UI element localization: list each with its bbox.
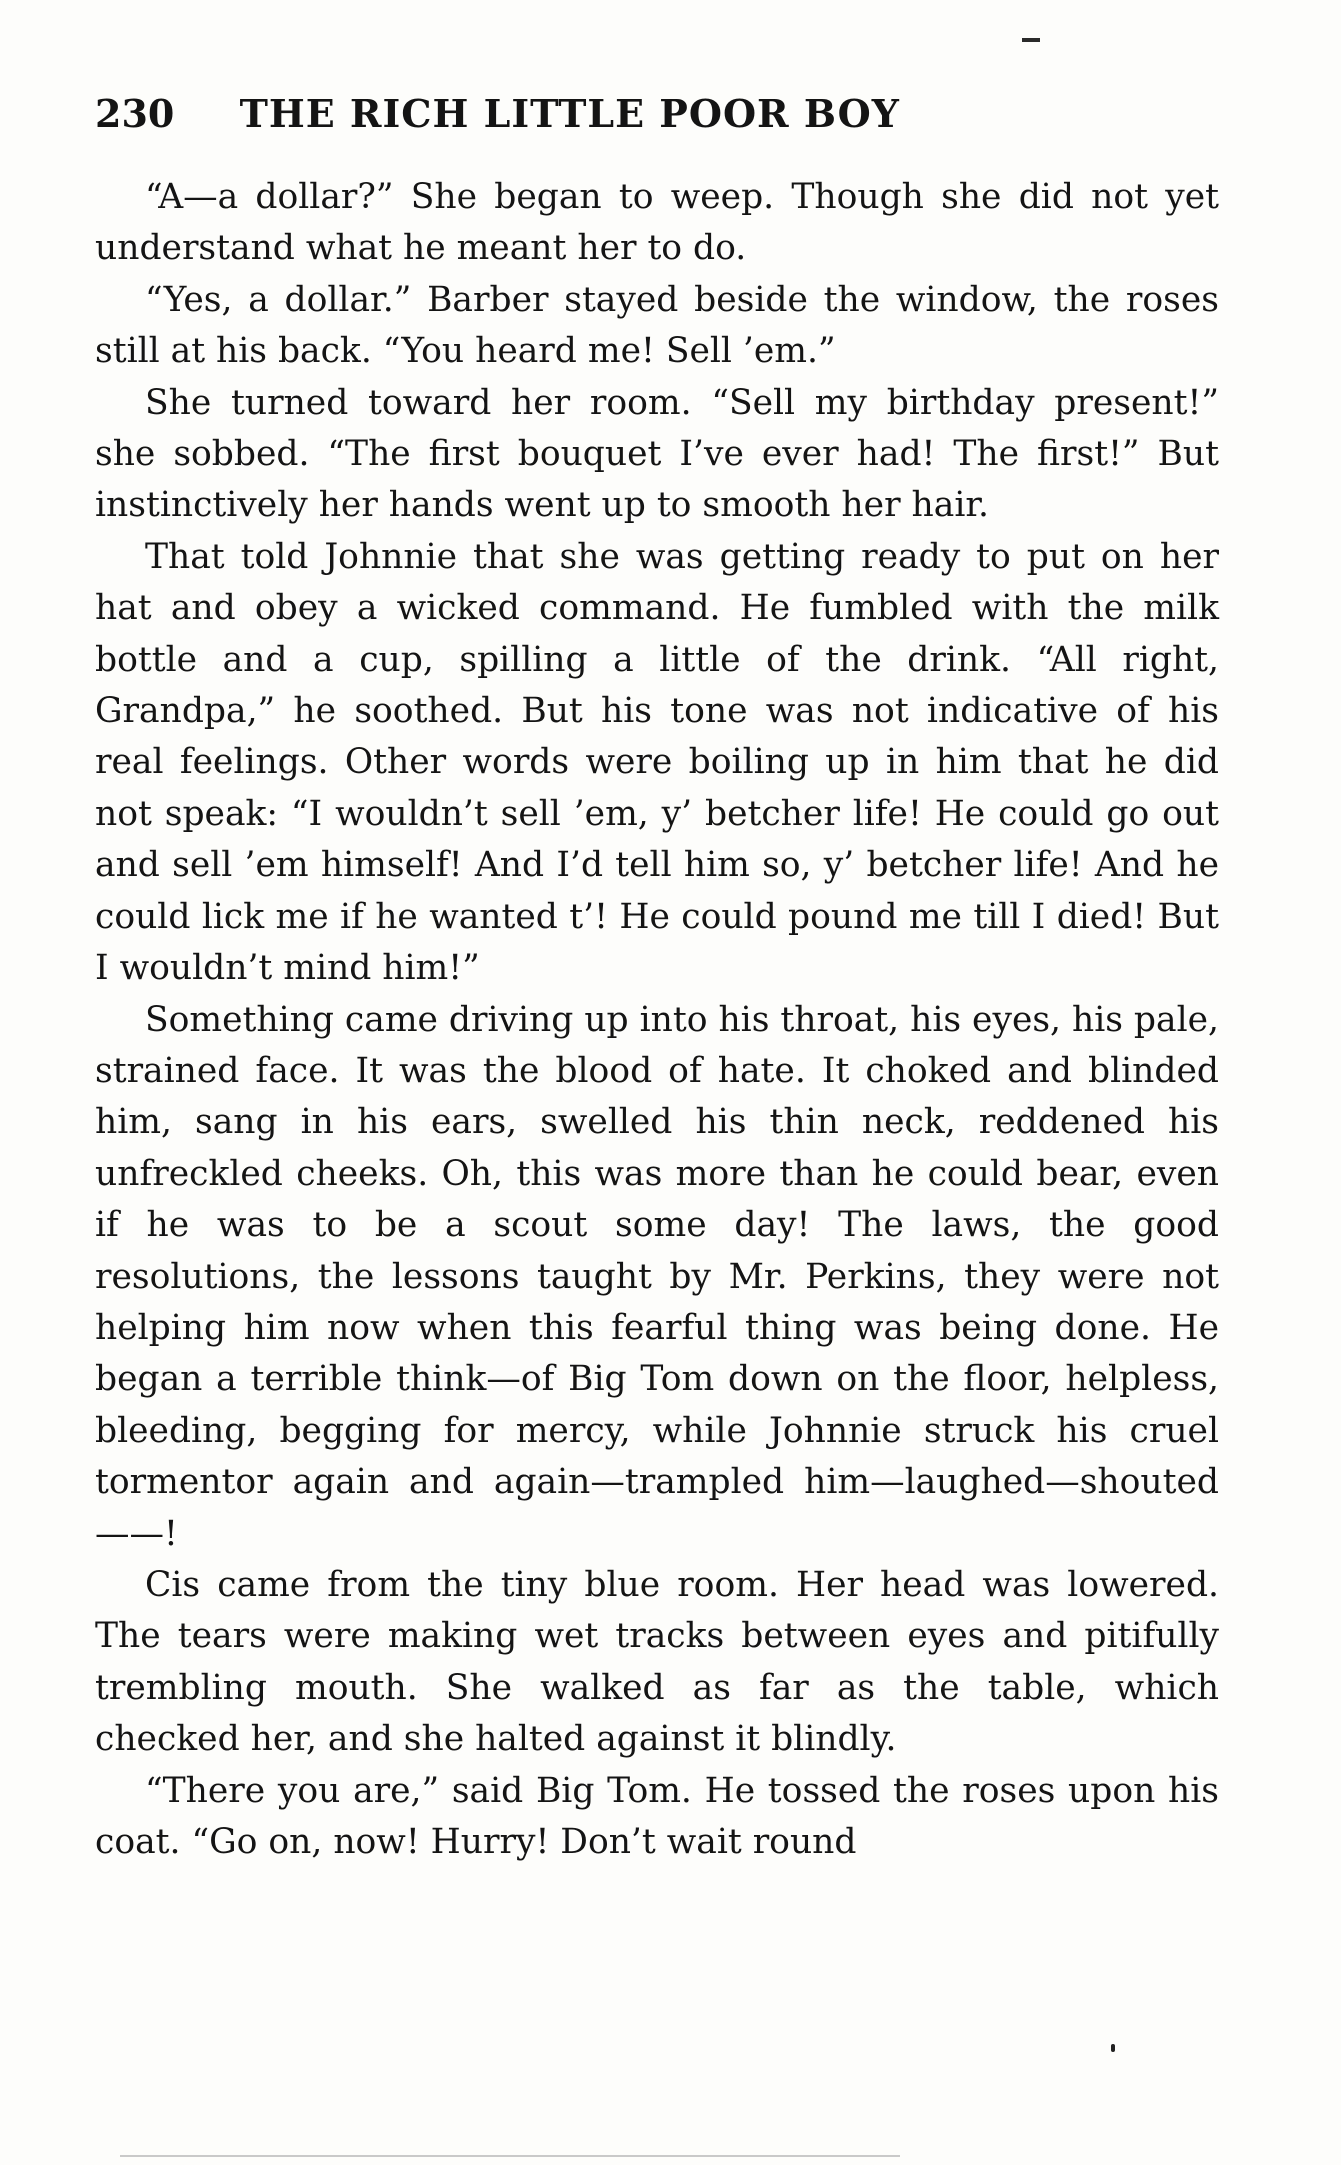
running-title: THE RICH LITTLE POOR BOY (239, 91, 900, 136)
paragraph: That told Johnnie that she was getting ready to put on her hat and obey a wicked command. He fumbled with the milk bottle and a cup, spilling a little of the drink. “All right, Grandpa,” he soothed. But his tone was not indicative of his real feelings. Other words were boiling up in him that he did not speak: “I wouldn’t sell ’em, y’ betcher life! He could go out and sell ’em himself! And I’d tell him so, y’ betcher life! And he could lick me if he wanted t’! He could pound me till I died! But I wouldn’t mind him!” (95, 536, 1219, 989)
paragraph: “Yes, a dollar.” Barber stayed beside the window, the roses still at his back. “You heard me! Sell ’em.” (95, 279, 1219, 372)
print-mark (1022, 38, 1040, 42)
page-edge-rule (120, 2155, 900, 2157)
running-header (95, 88, 1225, 140)
paragraph: “A—a dollar?” She began to weep. Though she did not yet understand what he meant her to do. (95, 177, 1219, 269)
page-number: 230 (95, 91, 175, 136)
paragraph: Something came driving up into his throat, his eyes, his pale, strained face. It was the blood of hate. It choked and blinded him, sang in his ears, swelled his thin neck, reddened his unfreckled cheeks. Oh, this was more than he could bear, even if he was to be a scout some day! The laws, the good resolutions, the lessons taught by Mr. Perkins, they were not helping him now when this fearful thing was being done. He began a terrible think—of Big Tom down on the floor, helpless, bleeding, begging for mercy, while Johnnie struck his cruel tormentor again and again—trampled him—laughed—shouted——! (95, 999, 1219, 1554)
paragraph: She turned toward her room. “Sell my birthday present!” she sobbed. “The first bouquet I’ve ever had! The first!” But instinctively her hands went up to smooth her hair. (95, 382, 1219, 526)
paragraph: “There you are,” said Big Tom. He tossed the roses upon his coat. “Go on, now! Hurry! Don’t wait round (95, 1770, 1219, 1862)
paragraph: Cis came from the tiny blue room. Her head was lowered. The tears were making wet tracks between eyes and pitifully trembling mouth. She walked as far as the table, which checked her, and she halted against it blindly. (95, 1564, 1219, 1760)
body-text (95, 172, 1219, 1868)
ink-speck (1111, 2044, 1115, 2052)
